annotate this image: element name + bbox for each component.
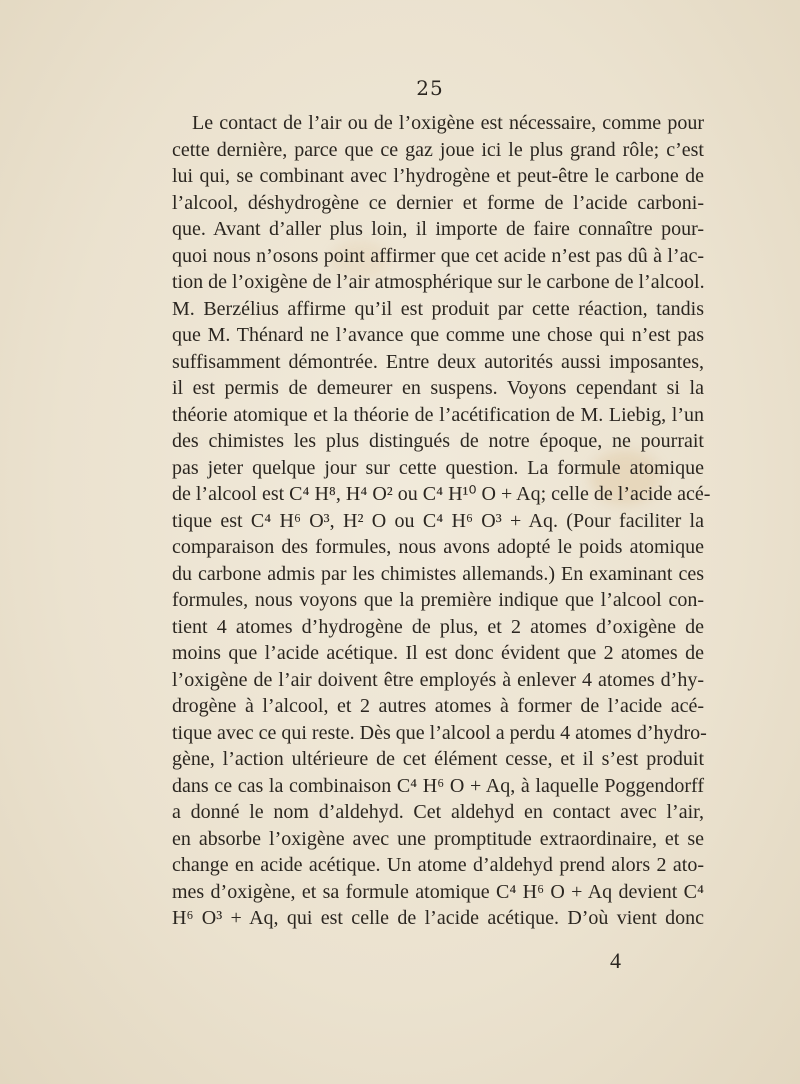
text-line: gène, l’action ultérieure de cet élément cesse, et il s’est produit [172,748,704,770]
text-line: formules, nous voyons que la première indique que l’alcool con- [172,589,704,611]
text-line: tique avec ce qui reste. Dès que l’alcool a perdu 4 atomes d’hydro- [172,721,707,744]
text-line: quoi nous n’osons point affirmer que cet acide n’est pas dû à l’ac- [172,244,704,267]
text-line: H⁶ O³ + Aq, qui est celle de l’acide acétique. D’où vient donc [172,907,704,929]
text-line: a donné le nom d’aldehyd. Cet aldehyd en contact avec l’air, [172,801,704,823]
text-line: change en acide acétique. Un atome d’aldehyd prend alors 2 ato- [172,854,704,876]
text-line: de l’alcool est C⁴ H⁸, H⁴ O² ou C⁴ H¹⁰ O + Aq; celle de l’acide acé- [172,483,711,505]
text-line: cette dernière, parce que ce gaz joue ici le plus grand rôle; c’est [172,138,704,161]
text-line: que M. Thénard ne l’avance que comme une chose qui n’est pas [172,324,704,346]
text-line: lui qui, se combinant avec l’hydrogène et peut-être le carbone de [172,165,704,187]
body-text [172,110,711,932]
text-line: moins que l’acide acétique. Il est donc évident que 2 atomes de [172,642,704,664]
text-line: drogène à l’alcool, et 2 autres atomes à former de l’acide acé- [172,695,704,717]
text-line: Le contact de l’air ou de l’oxigène est nécessaire, comme pour [192,112,704,134]
text-line: tion de l’oxigène de l’air atmosphérique sur le carbone de l’alcool. [172,271,705,293]
text-line: comparaison des formules, nous avons adopté le poids atomique [172,536,704,558]
text-line: l’alcool, déshydrogène ce dernier et forme de l’acide carboni- [172,191,704,214]
text-line: pas jeter quelque jour sur cette question. La formule atomique [172,456,704,479]
text-line: que. Avant d’aller plus loin, il importe de faire connaître pour- [172,218,704,240]
text-line: il est permis de demeurer en suspens. Voyons cependant si la [172,377,704,399]
page-number: 25 [416,76,444,100]
text-line: tient 4 atomes d’hydrogène de plus, et 2 atomes d’oxigène de [172,615,704,638]
text-line: des chimistes les plus distingués de notre époque, ne pourrait [172,430,704,452]
text-line: M. Berzélius affirme qu’il est produit par cette réaction, tandis [172,297,704,320]
text-line: théorie atomique et la théorie de l’acétification de M. Liebig, l’un [172,403,704,426]
text-line: l’oxigène de l’air doivent être employés à enlever 4 atomes d’hy- [172,668,704,691]
text-line: dans ce cas la combinaison C⁴ H⁶ O + Aq, à laquelle Poggendorff [172,774,704,797]
text-line: en absorbe l’oxigène avec une promptitude extraordinaire, et se [172,827,704,850]
text-line: mes d’oxigène, et sa formule atomique C⁴ H⁶ O + Aq devient C⁴ [172,880,704,903]
text-line: suffisamment démontrée. Entre deux autorités aussi imposantes, [172,350,704,373]
text-line: tique est C⁴ H⁶ O³, H² O ou C⁴ H⁶ O³ + Aq. (Pour faciliter la [172,509,704,532]
text-line: du carbone admis par les chimistes allemands.) En examinant ces [172,562,704,585]
signature-mark: 4 [610,948,621,973]
